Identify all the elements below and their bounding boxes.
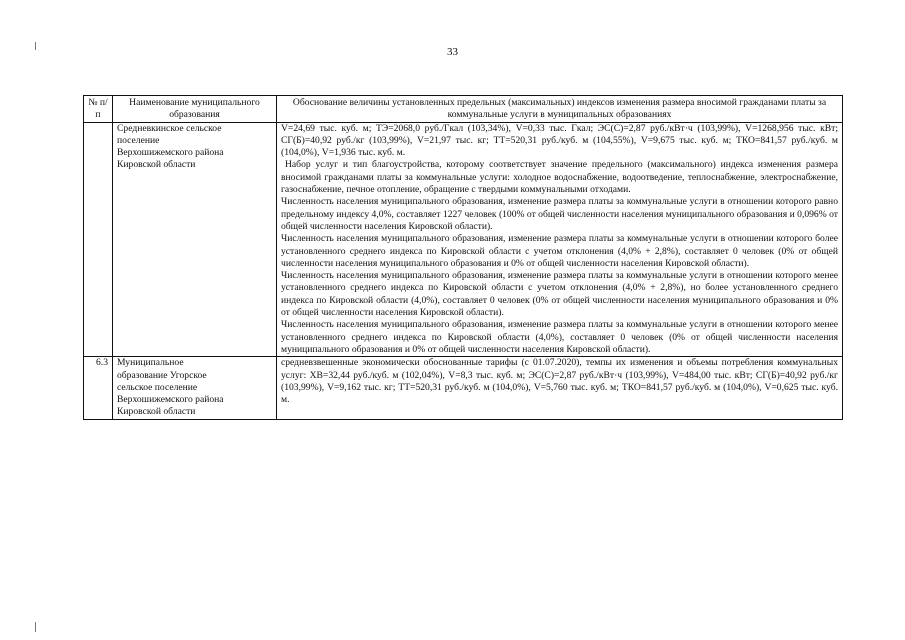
municipality-name-line: Кировской области bbox=[117, 159, 196, 171]
page-number: 33 bbox=[447, 46, 458, 58]
justification-cell bbox=[277, 122, 843, 357]
municipality-name-line: поселение bbox=[117, 134, 160, 146]
tariff-index-table bbox=[83, 95, 843, 420]
municipality-name-line: Кировской области bbox=[117, 406, 196, 418]
municipality-name-line: сельское поселение bbox=[117, 381, 198, 393]
tariff-paragraph: V=24,69 тыс. куб. м; ТЭ=2068,0 руб./Гкал (103,34%), V=0,33 тыс. Гкал; ЭС(С)=2,87 руб./кВт·ч (103,99%), V=1268,956 тыс. кВт; СГ(Б)=40,92 руб./кг (103,99%), V=21,97 тыс. кг; ТТ=520,31 руб./куб. м (104,55%), V=9,675 тыс. куб. м; ТКО=841,57 руб./куб. м (104,0%), V=1,936 тыс. куб. м. bbox=[281, 122, 838, 159]
municipality-name-line: Муниципальное bbox=[117, 357, 184, 369]
service-set-paragraph: Набор услуг и тип благоустройства, которому соответствует значение предельного (максимального) индекса изменения размера вносимой гражданами платы за коммунальные услуги: холодное водоснабжение, водоотведение, теплоснабжение, электроснабжение, газоснабжение, печное отопление, обращение с твердыми коммунальными отходами. bbox=[281, 159, 838, 196]
tariff-paragraph: средневзвешенные экономически обоснованные тарифы (с 01.07.2020), темпы их изменения и объемы потребления коммунальных услуг: ХВ=32,44 руб./куб. м (102,04%), V=8,3 тыс. куб. м; ЭС(С)=2,87 руб./кВт·ч (103,99%), V=484,00 тыс. кВт; СГ(Б)=40,92 руб./кг (103,99%), V=9,162 тыс. кг; ТТ=520,31 руб./куб. м (104,0%), V=5,760 тыс. куб. м; ТКО=841,57 руб./куб. м (104,0%), V=0,625 тыс. куб. м. bbox=[281, 357, 838, 406]
population-paragraph: Численность населения муниципального образования, изменение размера платы за коммунальные услуги в отношении которого менее установленного среднего индекса по Кировской области с учетом отклонения (4,0% + 2,8%), но более установленного среднего индекса по Кировской области (4,0%), составляет 0 человек (0% от общей численности населения муниципального образования и 0% от общей численности населения Кировской области). bbox=[281, 270, 838, 319]
population-paragraph: Численность населения муниципального образования, изменение размера платы за коммунальные услуги в отношении которого равно предельному индексу 4,0%, составляет 1227 человек (100% от общей численности населения муниципального образования и 0,096% от общей численности населения Кировской области). bbox=[281, 196, 838, 232]
municipality-name-line: Верхошижемского района bbox=[117, 147, 224, 159]
municipality-name-line: образование Угорское bbox=[117, 369, 207, 381]
population-paragraph: Численность населения муниципального образования, изменение размера платы за коммунальные услуги в отношении которого более установленного среднего индекса по Кировской области с учетом отклонения (4,0% + 2,8%), составляет 0 человек (0% от общей численности населения муниципального образования и 0% от общей численности населения Кировской области). bbox=[281, 233, 838, 269]
header-name: Наименование муниципального образования bbox=[113, 96, 277, 123]
municipality-name-line: Верхошижемского района bbox=[117, 394, 224, 406]
municipality-name bbox=[113, 357, 277, 419]
municipality-name bbox=[113, 122, 277, 357]
justification-cell bbox=[277, 357, 843, 419]
table-row bbox=[84, 122, 843, 357]
table-header-row bbox=[84, 96, 843, 123]
population-paragraph: Численность населения муниципального образования, изменение размера платы за коммунальные услуги в отношении которого менее установленного среднего индекса по Кировской области (4,0%), составляет 0 человек (0% от общей численности населения муниципального образования и 0% от общей численности населения Кировской области). bbox=[281, 319, 838, 355]
header-justification: Обоснование величины установленных предельных (максимальных) индексов изменения размера вносимой гражданами платы за коммунальные услуги в муниципальных образованиях bbox=[277, 96, 843, 123]
row-number bbox=[84, 122, 113, 357]
row-number: 6.3 bbox=[84, 357, 113, 419]
header-number: № п/п bbox=[84, 96, 113, 123]
table-row bbox=[84, 357, 843, 419]
left-margin-mark-top bbox=[35, 42, 36, 50]
left-margin-mark-bottom bbox=[35, 622, 36, 632]
municipality-name-line: Средневкинское сельское bbox=[117, 122, 222, 134]
